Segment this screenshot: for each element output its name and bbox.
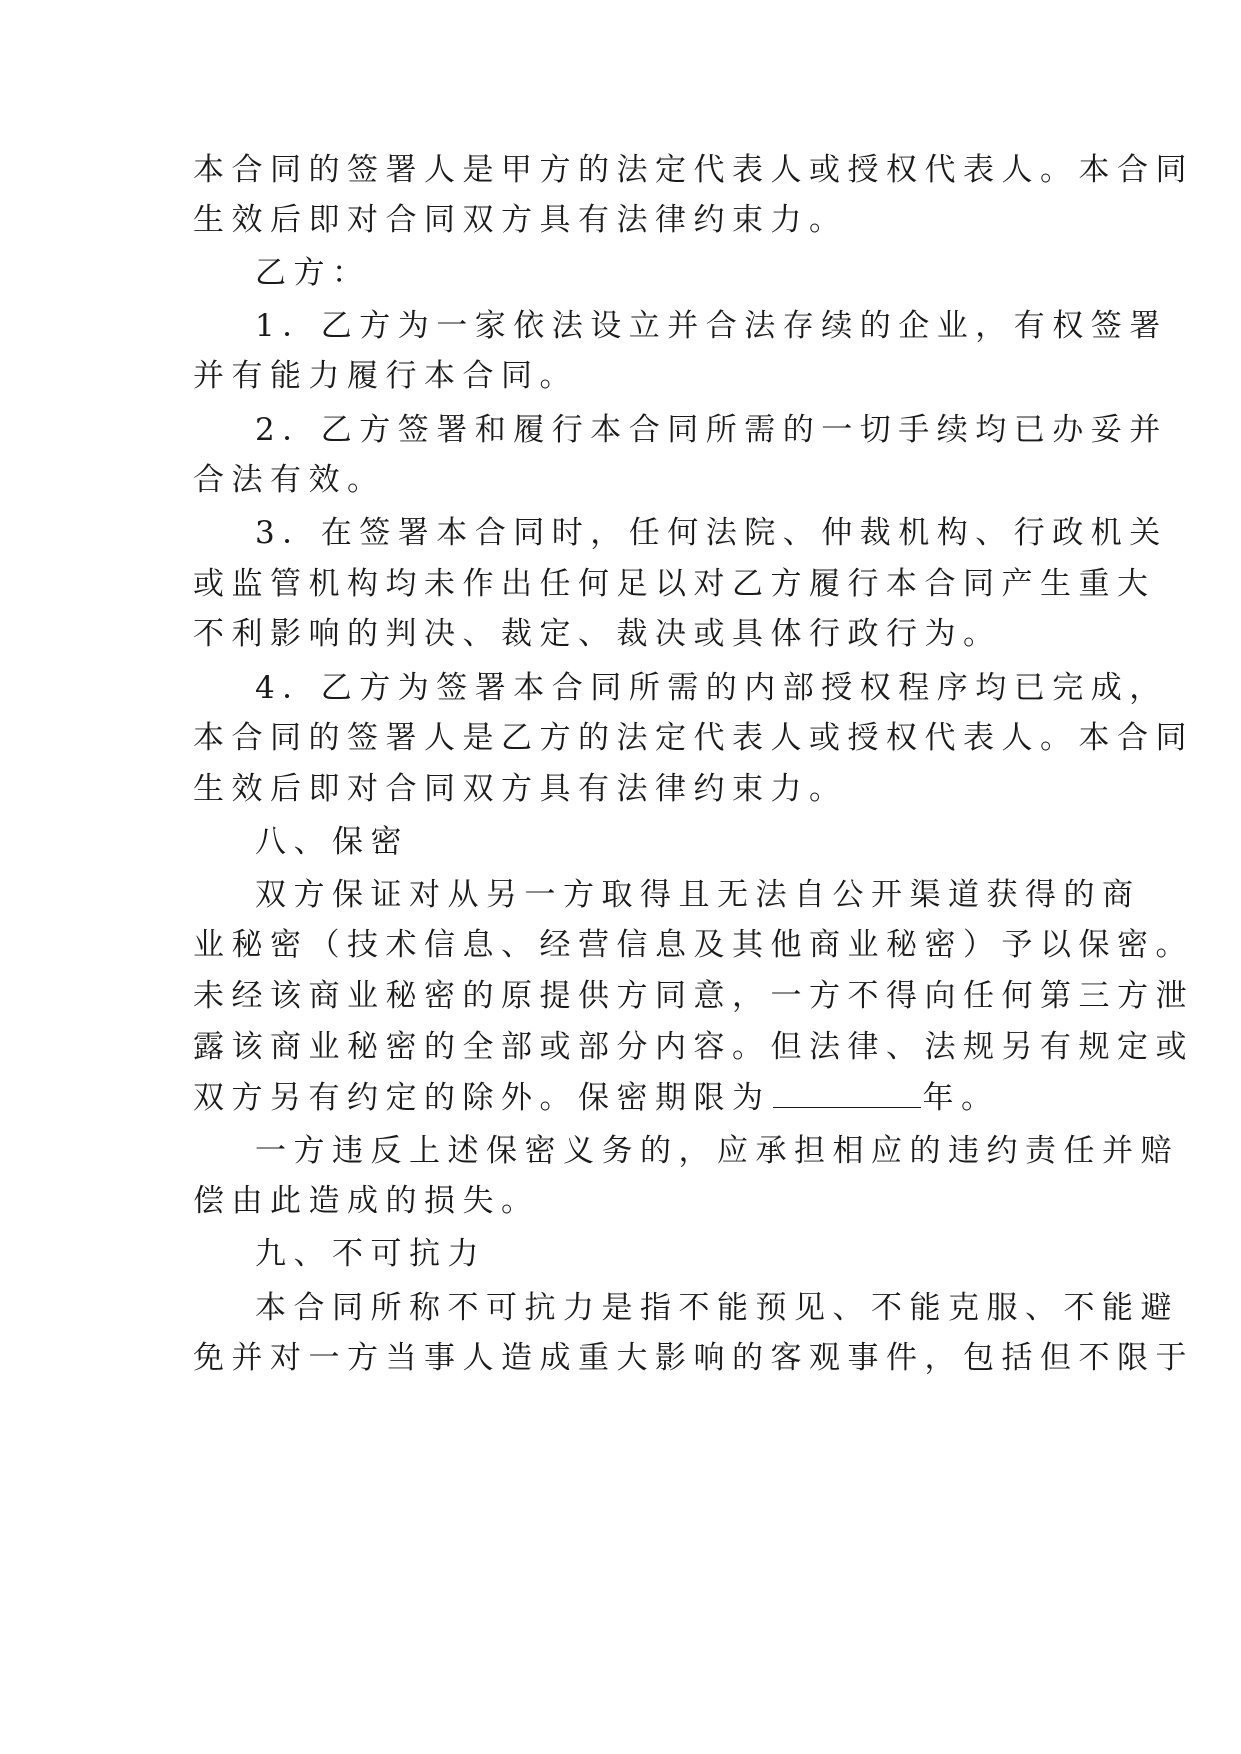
text-line: 不利影响的判决、裁定、裁决或具体行政行为。 [193,616,1002,652]
text-line: 双方保证对从另一方取得且无法自公开渠道获得的商 [255,877,1141,913]
section-heading-confidentiality: 八、保密 [255,824,409,860]
text-line: 1．乙方为一家依法设立并合法存续的企业，有权签署 [255,308,1168,344]
section-heading-force-majeure: 九、不可抗力 [255,1236,486,1272]
text-line: 或监管机构均未作出任何足以对乙方履行本合同产生重大 [193,566,1156,602]
text-line: 本合同所称不可抗力是指不能预见、不能克服、不能避 [255,1290,1179,1326]
text-line: 一方违反上述保密义务的，应承担相应的违约责任并赔 [255,1133,1179,1169]
text-line: 本合同的签署人是甲方的法定代表人或授权代表人。本合同 [193,152,1194,188]
text-line: 并有能力履行本合同。 [193,358,578,394]
text-line: 偿由此造成的损失。 [193,1183,540,1219]
section-heading-party-b: 乙方： [255,255,371,291]
text-line: 业秘密（技术信息、经营信息及其他商业秘密）予以保密。 [193,927,1194,963]
text-fragment: 双方另有约定的除外。保密期限为 [193,1080,771,1116]
confidentiality-term-line [193,1078,1093,1118]
text-line: 本合同的签署人是乙方的法定代表人或授权代表人。本合同 [193,720,1194,756]
text-line: 2．乙方签署和履行本合同所需的一切手续均已办妥并 [255,412,1168,448]
text-line: 露该商业秘密的全部或部分内容。但法律、法规另有规定或 [193,1029,1194,1065]
text-line: 合法有效。 [193,462,386,498]
text-line: 3．在签署本合同时，任何法院、仲裁机构、行政机关 [255,515,1168,551]
text-line: 生效后即对合同双方具有法律约束力。 [193,202,848,238]
text-line: 未经该商业秘密的原提供方同意，一方不得向任何第三方泄 [193,978,1194,1014]
text-fragment: 年。 [922,1080,1000,1116]
text-line: 4．乙方为签署本合同所需的内部授权程序均已完成， [255,670,1168,706]
text-line: 免并对一方当事人造成重大影响的客观事件，包括但不限于 [193,1340,1194,1376]
blank-field [773,1081,921,1108]
text-line: 生效后即对合同双方具有法律约束力。 [193,771,848,807]
